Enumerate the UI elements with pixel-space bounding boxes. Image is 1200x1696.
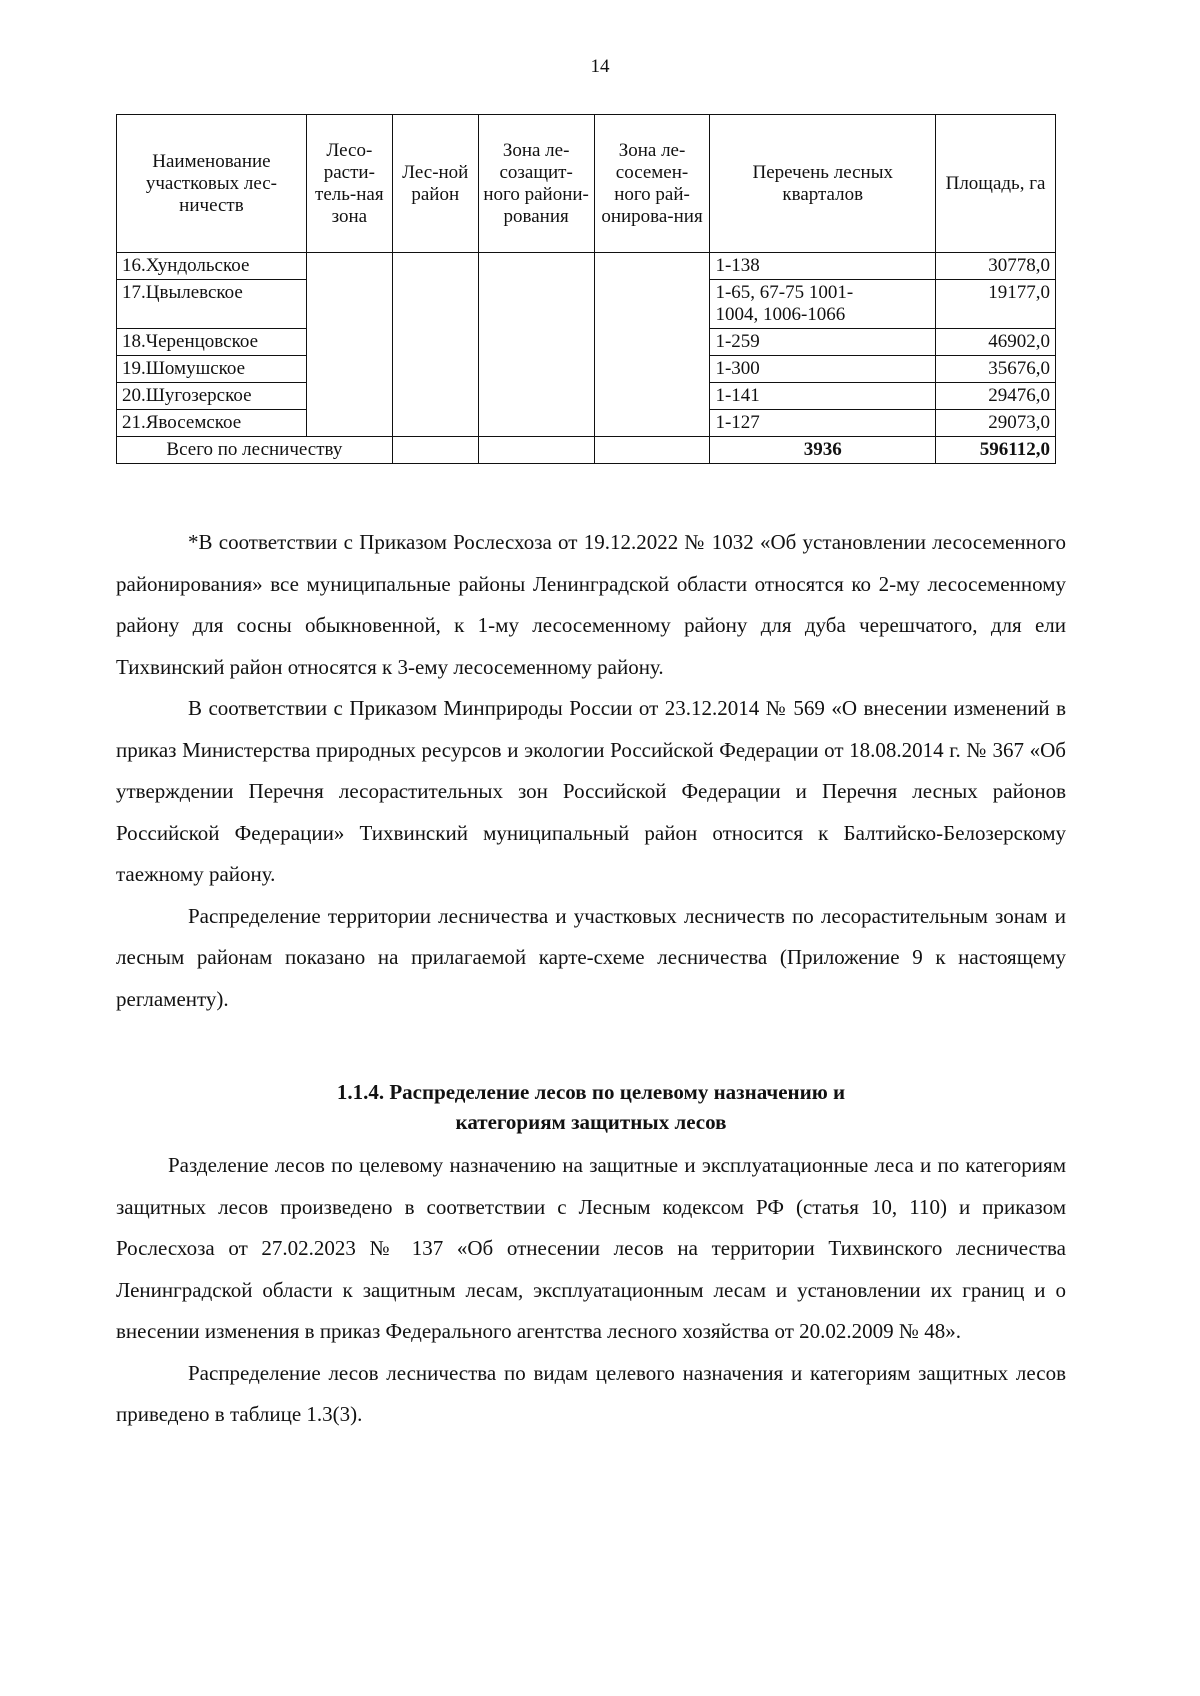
row-name: 20.Шугозерское: [117, 383, 307, 410]
header-seed-zone: Зона ле-сосемен-ного рай-онирова-ния: [594, 115, 710, 253]
row-quarters: 1-138: [710, 253, 936, 280]
empty-cell: [306, 253, 392, 437]
header-name: Наименование участковых лес-ничеств: [117, 115, 307, 253]
row-area: 30778,0: [936, 253, 1056, 280]
section-heading-line-2: категориям защитных лесов: [455, 1110, 727, 1134]
header-area: Площадь, га: [936, 115, 1056, 253]
row-area: 29073,0: [936, 410, 1056, 437]
table-row: [117, 253, 1056, 280]
row-name: 18.Черенцовское: [117, 329, 307, 356]
page-number: 14: [590, 56, 610, 77]
paragraph-table-ref: Распределение лесов лесничества по видам целевого назначения и категориям защитных лесов приведено в таблице 1.3(3).: [116, 1360, 1066, 1426]
total-area: 596112,0: [936, 437, 1056, 464]
body-text-bottom: [116, 1145, 1066, 1436]
total-label: Всего по лесничеству: [117, 437, 393, 464]
row-quarters: 1-65, 67-75 1001-1004, 1006-1066: [710, 280, 936, 329]
body-text-top: [116, 522, 1066, 1020]
row-name: 19.Шомушское: [117, 356, 307, 383]
row-name: 21.Явосемское: [117, 410, 307, 437]
empty-cell: [392, 253, 478, 437]
row-quarters: 1-300: [710, 356, 936, 383]
header-vegetation-zone: Лесо-расти-тель-ная зона: [306, 115, 392, 253]
row-name: 17.Цвылевское: [117, 280, 307, 329]
row-area: 46902,0: [936, 329, 1056, 356]
paragraph-minprirody: В соответствии с Приказом Минприроды России от 23.12.2014 № 569 «О внесении изменений в приказ Министерства природных ресурсов и экологии Российской Федерации от 18.08.2014 г. № 367 «Об утверждении Перечня лесорастительных зон Российской Федерации и Перечня лесных районов Российской Федерации» Тихвинский муниципальный район относится к Балтийско-Белозерскому таежному району.: [116, 696, 1066, 886]
paragraph-division: Разделение лесов по целевому назначению на защитные и эксплуатационные леса и по категориям защитных лесов произведено в соответствии с Лесным кодексом РФ (статья 10, 110) и приказом Рослесхоза от 27.02.2023 № 137 «Об отнесении лесов на территории Тихвинского лесничества Ленинградской области к защитным лесам, эксплуатационным лесам и установлении их границ и о внесении изменения в приказ Федерального агентства лесного хозяйства от 20.02.2009 № 48».: [116, 1153, 1066, 1343]
row-quarters: 1-259: [710, 329, 936, 356]
total-row: [117, 437, 1056, 464]
row-area: 19177,0: [936, 280, 1056, 329]
total-quarters: 3936: [710, 437, 936, 464]
header-quarters: Перечень лесных кварталов: [710, 115, 936, 253]
row-quarters: 1-127: [710, 410, 936, 437]
row-name: 16.Хундольское: [117, 253, 307, 280]
empty-cell: [594, 253, 710, 437]
section-heading: [116, 1077, 1066, 1137]
header-forest-district: Лес-ной район: [392, 115, 478, 253]
row-quarters: 1-141: [710, 383, 936, 410]
forestry-table: [116, 114, 1056, 464]
row-area: 29476,0: [936, 383, 1056, 410]
empty-cell: [478, 437, 594, 464]
paragraph-distribution: Распределение территории лесничества и участковых лесничеств по лесорастительным зонам и лесным районам показано на прилагаемой карте-схеме лесничества (Приложение 9 к настоящему регламенту).: [116, 903, 1066, 1011]
empty-cell: [392, 437, 478, 464]
empty-cell: [478, 253, 594, 437]
paragraph-footnote: *В соответствии с Приказом Рослесхоза от 19.12.2022 № 1032 «Об установлении лесосеменного районирования» все муниципальные районы Ленинградской области относятся ко 2-му лесосеменному району для сосны обыкновенной, к 1-му лесосеменному району для дуба черешчатого, для ели Тихвинский район относятся к 3-ему лесосеменному району.: [116, 530, 1066, 679]
header-protective-zone: Зона ле-созащит-ного райони-рования: [478, 115, 594, 253]
empty-cell: [594, 437, 710, 464]
section-heading-line-1: 1.1.4. Распределение лесов по целевому назначению и: [336, 1080, 846, 1104]
row-area: 35676,0: [936, 356, 1056, 383]
